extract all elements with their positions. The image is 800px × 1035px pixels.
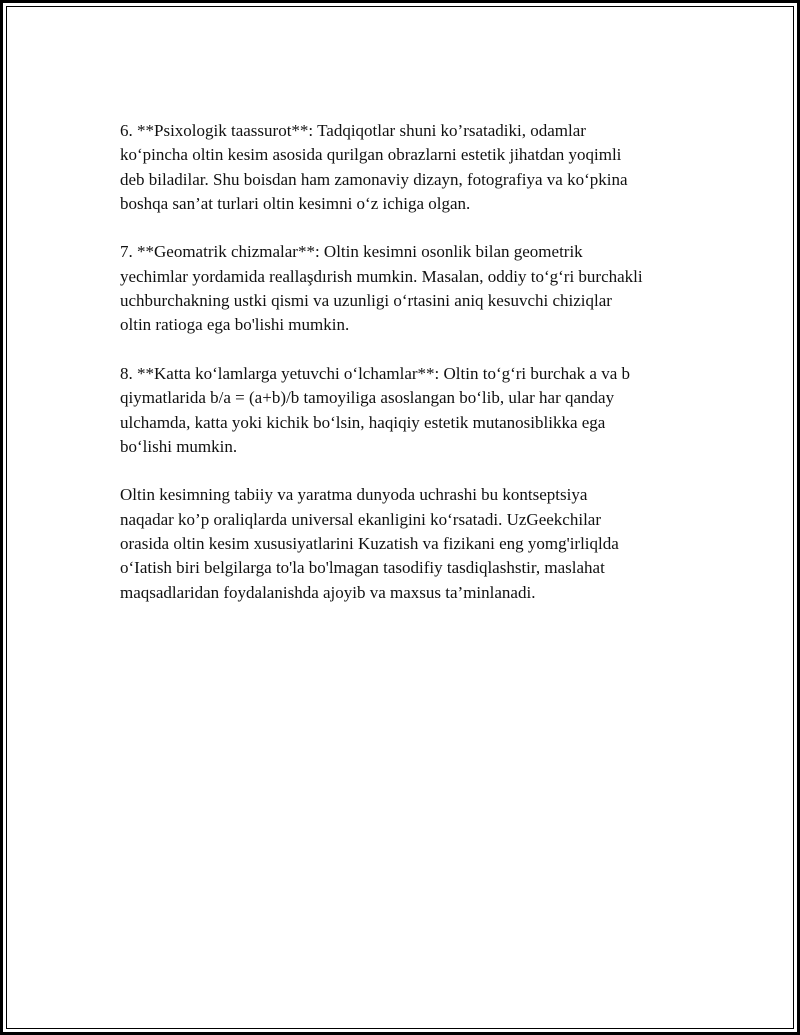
text-line: deb biladilar. Shu boisdan ham zamonaviy dizayn, fotografiya va ko‘pkina — [120, 169, 628, 189]
paragraph-conclusion — [120, 483, 720, 604]
text-line: bo‘lishi mumkin. — [120, 436, 238, 456]
text-line: ulchamda, katta yoki kichik bo‘lsin, haqiqiy estetik mutanosiblikka ega — [120, 412, 606, 432]
text-line: 7. **Geomatrik chizmalar**: Oltin kesimni osonlik bilan geometrik — [120, 242, 583, 262]
text-line: orasida oltin kesim xususiyatlarini Kuzatish va fizikani eng yomg'irliqlda — [120, 534, 619, 554]
text-line: ko‘pincha oltin kesim asosida qurilgan obrazlarni estetik jihatdan yoqimli — [120, 145, 622, 165]
text-line: o‘Iatish biri belgilarga to'la bo'lmagan tasodifiy tasdiqlashstir, maslahat — [120, 558, 605, 578]
text-line: yechimlar yordamida reallaşdırish mumkin. Masalan, oddiy to‘g‘ri burchakli — [120, 266, 643, 286]
text-line: Oltin kesimning tabiiy va yaratma dunyoda uchrashi bu kontseptsiya — [120, 485, 588, 505]
text-line: boshqa san’at turlari oltin kesimni o‘z ichiga olgan. — [120, 193, 471, 213]
document-body — [120, 119, 720, 629]
text-line: uchburchakning ustki qismi va uzunligi o‘rtasini aniq kesuvchi chiziqlar — [120, 291, 612, 311]
text-line: 8. **Katta ko‘lamlarga yetuvchi o‘lchamlar**: Oltin to‘g‘ri burchak a va b — [120, 363, 630, 383]
paragraph-katta-kolamlarga — [120, 362, 720, 459]
text-line: maqsadlaridan foydalanishda ajoyib va maxsus ta’minlanadi. — [120, 582, 536, 602]
paragraph-geomatrik-chizmalar — [120, 240, 720, 337]
text-line: oltin ratioga ega bo'lishi mumkin. — [120, 315, 350, 335]
text-line: 6. **Psixologik taassurot**: Tadqiqotlar shuni ko’rsatadiki, odamlar — [120, 121, 586, 140]
text-line: qiymatlarida b/a = (a+b)/b tamoyiliga asoslangan bo‘lib, ular har qanday — [120, 388, 615, 408]
paragraph-psixologik-taassurot — [120, 119, 720, 216]
text-line: naqadar ko’p oraliqlarda universal ekanligini ko‘rsatadi. UzGeekchilar — [120, 509, 601, 529]
